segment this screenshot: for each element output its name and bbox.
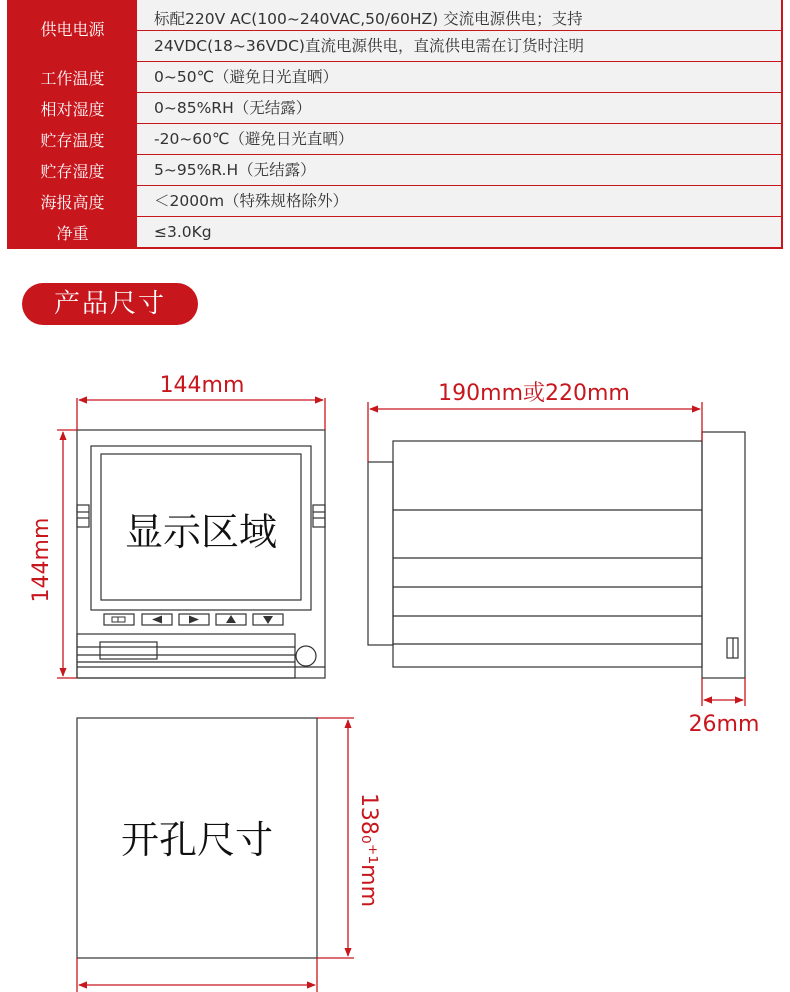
spec-value-storage-humidity: 5~95%R.H（无结露） xyxy=(154,161,316,179)
front-left-latch xyxy=(77,505,89,527)
front-lower-panel xyxy=(77,634,295,678)
side-depth-label: 190mm或220mm xyxy=(438,381,630,406)
spec-values-power xyxy=(137,0,781,61)
spec-values-storage-temp xyxy=(137,124,781,154)
spec-row-work-temp xyxy=(9,61,781,92)
spec-label-altitude: 海报高度 xyxy=(9,186,137,216)
front-width-label: 144mm xyxy=(159,373,245,398)
spec-label-power: 供电电源 xyxy=(9,0,137,61)
front-right-latch xyxy=(313,505,325,527)
cutout-height-dimension xyxy=(317,718,354,958)
spec-values-storage-humidity xyxy=(137,155,781,185)
cutout-width-dimension xyxy=(77,958,317,992)
spec-value-storage-temp: -20~60℃（避免日光直晒） xyxy=(154,130,354,148)
spec-value-altitude: ＜2000m（特殊规格除外） xyxy=(154,192,349,210)
spec-values-weight xyxy=(137,217,781,247)
front-tray-handle xyxy=(100,642,157,659)
spec-label-work-temp: 工作温度 xyxy=(9,62,137,92)
spec-value-power-line2: 24VDC(18~36VDC)直流电源供电，直流供电需在订货时注明 xyxy=(137,30,781,61)
spec-row-altitude xyxy=(9,185,781,216)
spec-row-storage-humidity xyxy=(9,154,781,185)
front-panel-outline xyxy=(77,430,325,678)
spec-value-weight: ≤3.0Kg xyxy=(154,223,212,241)
spec-label-storage-temp: 贮存温度 xyxy=(9,124,137,154)
screen-area-label: 显示区域 xyxy=(124,510,278,554)
section-title-product-size: 产品尺寸 xyxy=(22,283,198,325)
spec-row-weight xyxy=(9,216,781,247)
side-view xyxy=(368,432,745,678)
spec-row-power xyxy=(9,0,781,61)
spec-row-humidity xyxy=(9,92,781,123)
spec-value-work-temp: 0~50℃（避免日光直晒） xyxy=(154,68,338,86)
cutout-height-label: 138₀⁺¹mm xyxy=(356,792,381,908)
spec-label-storage-humidity: 贮存湿度 xyxy=(9,155,137,185)
spec-values-humidity xyxy=(137,93,781,123)
spec-value-power-line1: 标配220V AC(100~240VAC,50/60HZ) 交流电源供电；支持 xyxy=(154,10,583,28)
front-view xyxy=(77,430,325,678)
side-rear-dimension xyxy=(702,678,745,706)
cutout-label: 开孔尺寸 xyxy=(120,818,274,862)
spec-label-weight: 净重 xyxy=(9,217,137,247)
front-height-label: 144mm xyxy=(29,517,54,603)
spec-value-humidity: 0~85%RH（无结露） xyxy=(154,99,312,117)
front-lock-knob xyxy=(296,646,316,666)
spec-label-humidity: 相对湿度 xyxy=(9,93,137,123)
side-depth-dimension xyxy=(368,402,702,462)
spec-values-altitude xyxy=(137,186,781,216)
dimension-diagram xyxy=(0,340,790,992)
front-height-dimension xyxy=(57,430,77,678)
front-width-dimension xyxy=(77,398,325,430)
spec-row-storage-temp xyxy=(9,123,781,154)
side-body xyxy=(393,441,702,667)
side-front-bezel xyxy=(368,462,393,645)
spec-values-work-temp xyxy=(137,62,781,92)
side-rear-label: 26mm xyxy=(688,712,760,737)
front-key-arrows xyxy=(152,615,273,624)
spec-table xyxy=(7,0,783,249)
